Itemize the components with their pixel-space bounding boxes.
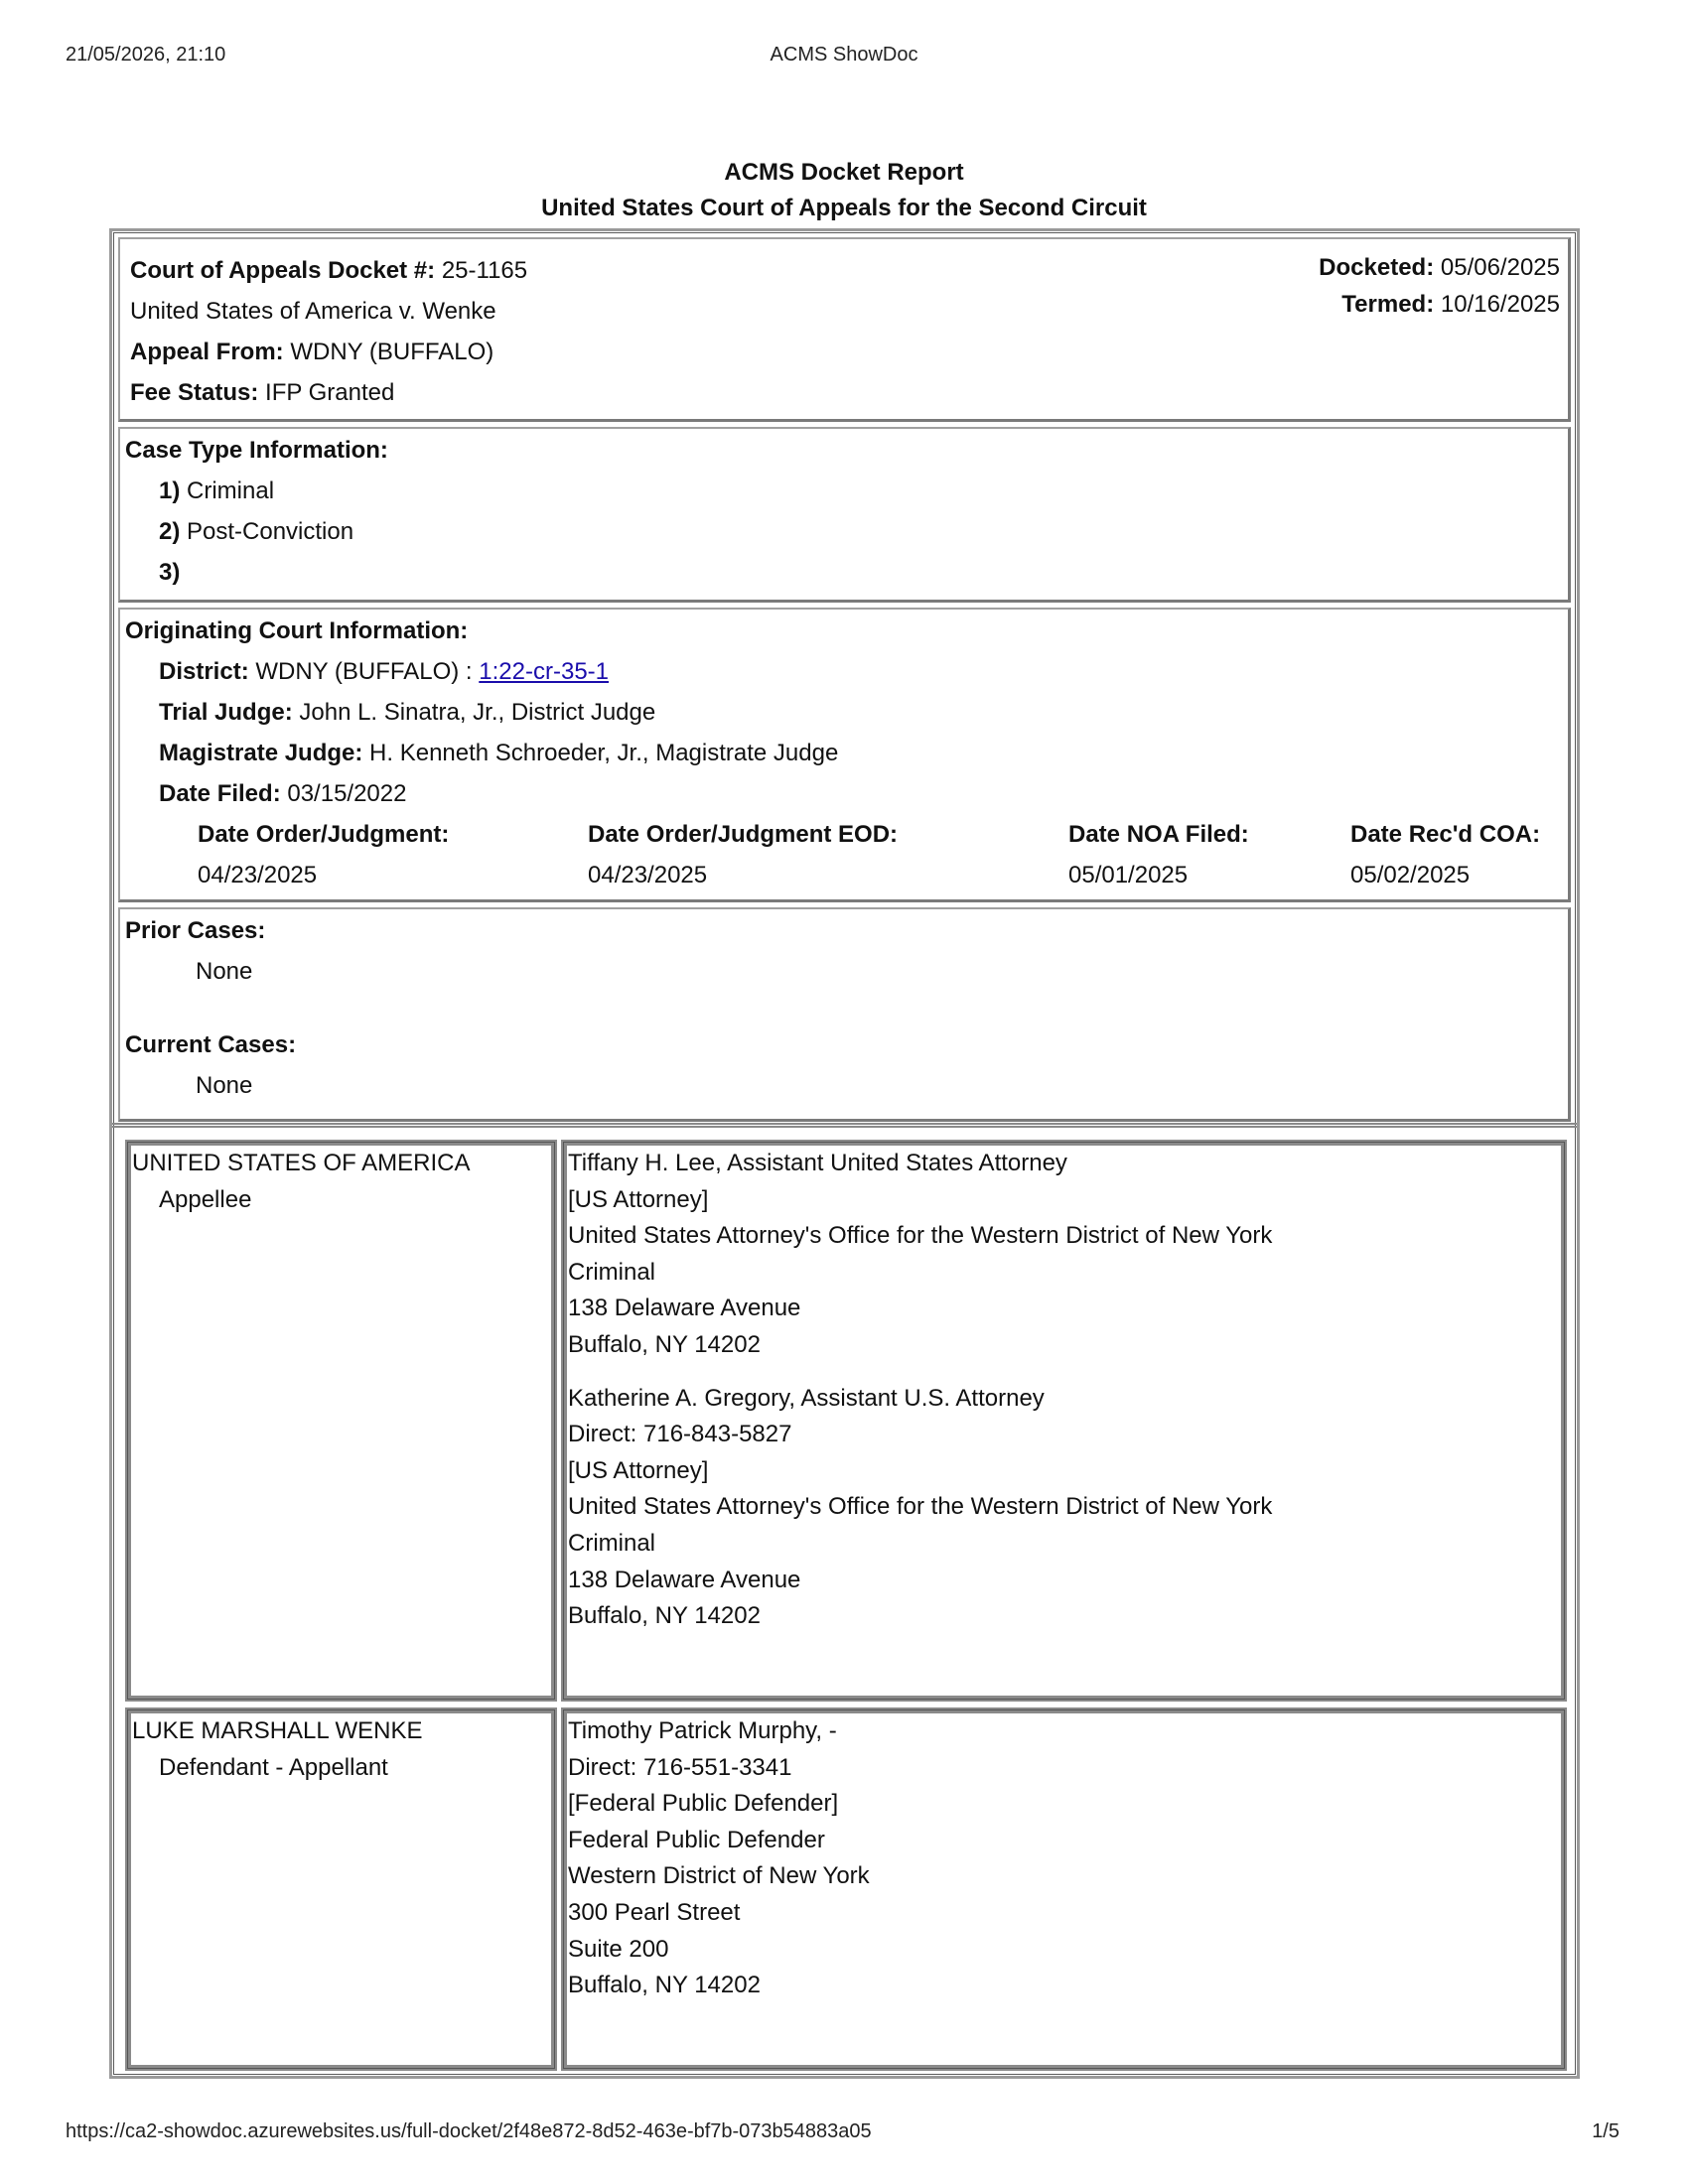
docketed-row: [1319, 253, 1560, 283]
attorney-line: Buffalo, NY 14202: [568, 1602, 761, 1630]
attorney-line: Buffalo, NY 14202: [568, 1972, 761, 1999]
fee-status-label: Fee Status:: [130, 379, 259, 406]
attorney-line: Direct: 716-551-3341: [568, 1753, 792, 1781]
attorney-block: [568, 1146, 1272, 1364]
date-recd-coa-value: 05/02/2025: [1350, 862, 1471, 888]
case-type-value: Criminal: [187, 478, 275, 504]
docket-number-row: [130, 256, 527, 286]
date-order-judgment-value: 04/23/2025: [198, 862, 318, 888]
case-type-number: 3): [159, 559, 181, 586]
attorney-line: 300 Pearl Street: [568, 1898, 741, 1926]
termed-row: [1341, 290, 1560, 320]
magistrate-judge-label: Magistrate Judge:: [159, 740, 363, 766]
originating-court-heading: Originating Court Information:: [125, 617, 469, 644]
termed-label: Termed:: [1341, 291, 1435, 318]
attorney-box-appellant: [561, 1707, 1567, 2071]
print-url: https://ca2-showdoc.azurewebsites.us/full-docket/2f48e872-8d52-463e-bf7b-073b54883a05: [66, 2120, 872, 2142]
magistrate-judge-row: [159, 739, 838, 768]
date-filed-label: Date Filed:: [159, 780, 281, 807]
date-order-judgment-label: Date Order/Judgment:: [198, 821, 450, 848]
date-order-judgment-eod-label: Date Order/Judgment EOD:: [588, 821, 899, 848]
attorney-line: Suite 200: [568, 1935, 669, 1963]
district-label: District:: [159, 658, 249, 685]
report-title: ACMS Docket Report: [724, 159, 964, 186]
attorney-block: [568, 1713, 870, 2004]
attorney-line: Katherine A. Gregory, Assistant U.S. Attorney: [568, 1384, 1045, 1412]
print-page-title: ACMS ShowDoc: [770, 44, 918, 66]
date-noa-filed-value: 05/01/2025: [1068, 862, 1189, 888]
docketed-label: Docketed:: [1319, 254, 1435, 281]
attorney-line: Tiffany H. Lee, Assistant United States Attorney: [568, 1150, 1067, 1176]
party-role: Defendant - Appellant: [159, 1753, 388, 1781]
case-type-item: [159, 477, 274, 506]
case-type-number: 1): [159, 478, 181, 504]
docket-number: 25-1165: [441, 257, 528, 284]
attorney-box-appellee: [561, 1140, 1567, 1702]
current-cases-heading: Current Cases:: [125, 1031, 297, 1058]
attorney-line: 138 Delaware Avenue: [568, 1566, 801, 1593]
court-name: United States Court of Appeals for the Second Circuit: [541, 195, 1147, 221]
fee-status-value: IFP Granted: [265, 379, 395, 406]
report-title-block: [0, 155, 1688, 226]
date-noa-filed-label: Date NOA Filed:: [1068, 821, 1249, 848]
case-type-item: [159, 517, 353, 547]
attorney-line: [US Attorney]: [568, 1456, 709, 1484]
originating-court-section: [118, 608, 1571, 902]
attorney-line: Criminal: [568, 1258, 656, 1286]
cases-section: [118, 907, 1571, 1122]
fee-status-row: [130, 378, 394, 408]
appeal-from-value: WDNY (BUFFALO): [290, 339, 494, 365]
party-box-appellee: [125, 1140, 557, 1702]
termed-date: 10/16/2025: [1440, 291, 1560, 318]
party-name: LUKE MARSHALL WENKE: [132, 1717, 423, 1744]
case-type-heading: Case Type Information:: [125, 437, 388, 464]
current-cases-value: None: [196, 1072, 253, 1099]
party-box-appellant: [125, 1707, 557, 2071]
case-summary-section: [118, 237, 1571, 422]
case-type-item: [159, 558, 180, 588]
docket-report-frame: [109, 228, 1580, 2079]
appeal-from-row: [130, 338, 493, 367]
docket-number-label: Court of Appeals Docket #:: [130, 257, 436, 284]
prior-cases-heading: Prior Cases:: [125, 917, 266, 944]
trial-judge-label: Trial Judge:: [159, 699, 293, 726]
print-page-number: 1/5: [1592, 2120, 1619, 2142]
magistrate-judge-value: H. Kenneth Schroeder, Jr., Magistrate Judge: [369, 740, 839, 766]
date-order-judgment-eod-value: 04/23/2025: [588, 862, 708, 888]
docketed-date: 05/06/2025: [1440, 254, 1560, 281]
attorney-line: Western District of New York: [568, 1862, 870, 1890]
attorney-line: 138 Delaware Avenue: [568, 1295, 801, 1322]
case-type-section: [118, 427, 1571, 603]
attorney-line: Direct: 716-843-5827: [568, 1421, 792, 1448]
print-datetime: 21/05/2026, 21:10: [66, 44, 226, 66]
case-caption: United States of America v. Wenke: [130, 298, 496, 325]
party-role: Appellee: [159, 1185, 252, 1213]
trial-judge-row: [159, 698, 655, 728]
party-name: UNITED STATES OF AMERICA: [132, 1150, 471, 1176]
district-value: WDNY (BUFFALO) :: [255, 658, 473, 685]
district-case-link[interactable]: 1:22-cr-35-1: [479, 658, 610, 685]
prior-cases-value: None: [196, 958, 253, 985]
case-type-value: Post-Conviction: [187, 518, 354, 545]
attorney-line: Timothy Patrick Murphy, -: [568, 1717, 837, 1744]
attorney-line: Criminal: [568, 1529, 656, 1557]
attorney-line: United States Attorney's Office for the Western District of New York: [568, 1222, 1273, 1250]
date-recd-coa-label: Date Rec'd COA:: [1350, 821, 1541, 848]
date-filed-value: 03/15/2022: [287, 780, 407, 807]
appeal-from-label: Appeal From:: [130, 339, 284, 365]
district-row: [159, 657, 609, 687]
trial-judge-value: John L. Sinatra, Jr., District Judge: [299, 699, 656, 726]
section-divider: [112, 1123, 1577, 1128]
date-filed-row: [159, 779, 406, 809]
attorney-line: United States Attorney's Office for the Western District of New York: [568, 1493, 1273, 1521]
attorney-block: [568, 1381, 1272, 1635]
attorney-line: [US Attorney]: [568, 1185, 709, 1213]
attorney-line: Buffalo, NY 14202: [568, 1330, 761, 1358]
case-type-number: 2): [159, 518, 181, 545]
attorney-line: Federal Public Defender: [568, 1826, 825, 1853]
attorney-line: [Federal Public Defender]: [568, 1790, 839, 1818]
